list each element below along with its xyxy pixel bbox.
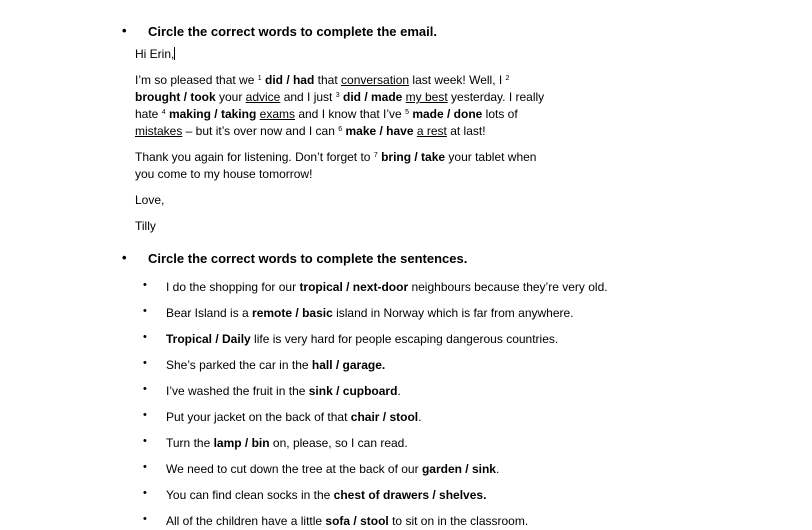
sentence-text <box>166 488 486 502</box>
choice-4: making / taking <box>168 107 257 121</box>
sentence-text <box>166 436 408 450</box>
sentence-choice[interactable]: garden / sink <box>421 462 496 476</box>
sentence-text <box>166 332 558 346</box>
section2-bullet: • <box>122 250 127 265</box>
sentence-bullet: • <box>143 331 147 343</box>
sentence-choice[interactable]: chair / stool <box>350 410 419 424</box>
sentence-choice[interactable]: lamp / bin <box>213 436 270 450</box>
sentence-bullet: • <box>143 461 147 473</box>
sentence-choice[interactable]: remote / basic <box>252 306 333 320</box>
sentence-post: . <box>495 462 500 476</box>
sentence-post: . <box>397 384 401 398</box>
sentence-post: island in Norway which is far from anywhere. <box>332 306 574 320</box>
section2-heading: Circle the correct words to complete the sentences. <box>148 251 468 266</box>
sentence-pre: We need to cut down the tree at the back of our <box>166 462 422 476</box>
sentence-pre: Bear Island is a <box>166 306 253 320</box>
sentence-choice[interactable]: sink / cupboard <box>308 384 398 398</box>
sentence-pre: All of the children have a little <box>166 514 326 528</box>
sentence-text <box>166 306 574 320</box>
sentence-pre: Turn the <box>166 436 214 450</box>
sentence-bullet: • <box>143 487 147 499</box>
sentence-pre: I’ve washed the fruit in the <box>166 384 309 398</box>
sentence-choice[interactable]: sofa / stool <box>325 514 389 528</box>
sentence-post: . <box>418 410 422 424</box>
sentence-text <box>166 358 385 372</box>
sentence-pre: I do the shopping for our <box>166 280 300 294</box>
choice-3: did / made <box>342 90 403 104</box>
text-cursor <box>174 47 175 60</box>
email-signature: Tilly <box>135 219 156 233</box>
sentence-bullet: • <box>143 383 147 395</box>
email-text[interactable] <box>135 46 555 235</box>
email-paragraph-2: Thank you again for listening. Don’t forget to $^7$ bring / take your tablet when you come to my house tomorrow! <box>135 150 537 181</box>
sentence-bullet: • <box>143 409 147 421</box>
sentence-pre: You can find clean socks in the <box>166 488 334 502</box>
sentence-text <box>166 410 421 424</box>
choice-7: bring / take <box>381 150 446 164</box>
email-greeting: Hi Erin, <box>135 47 175 61</box>
sentence-pre: She’s parked the car in the <box>166 358 312 372</box>
section1-bullet: • <box>122 23 127 38</box>
sentence-bullet: • <box>143 357 147 369</box>
email-closing: Love, <box>135 193 165 207</box>
choice-5: made / done <box>412 107 483 121</box>
email-paragraph-1: I’m so pleased that we $^1$ did / had that conversation last week! Well, I $^2$ brought / took your advice and I just $^3$ did / made my best yesterday. I really hate $^4$ making / taking exams and I know that I’ve $^5$ made / done lots of mistakes – but it’s over now and I can $^6$ make / have a rest at last! <box>135 73 545 138</box>
sentence-post: life is very hard for people escaping dangerous countries. <box>250 332 559 346</box>
sentence-choice[interactable]: tropical / next-door <box>299 280 409 294</box>
sentence-post: neighbours because they’re very old. <box>408 280 608 294</box>
choice-1: did / had <box>264 73 315 87</box>
sentence-text <box>166 462 499 476</box>
sentence-text <box>166 280 608 294</box>
sentence-post: on, please, so I can read. <box>269 436 408 450</box>
sentence-bullet: • <box>143 513 147 525</box>
sentence-post: to sit on in the classroom. <box>388 514 529 528</box>
sentence-bullet: • <box>143 305 147 317</box>
choice-6: make / have <box>345 124 414 138</box>
sentence-text <box>166 514 528 528</box>
sentence-pre: Put your jacket on the back of that <box>166 410 351 424</box>
sentence-bullet: • <box>143 279 147 291</box>
sentence-choice[interactable]: hall / garage. <box>311 358 386 372</box>
sentence-text <box>166 384 401 398</box>
sentence-choice[interactable]: chest of drawers / shelves. <box>333 488 487 502</box>
section1-heading: Circle the correct words to complete the email. <box>148 24 437 39</box>
sentence-bullet: • <box>143 435 147 447</box>
choice-2: brought / took <box>135 90 216 104</box>
sentence-choice[interactable]: Tropical / Daily <box>166 332 251 346</box>
